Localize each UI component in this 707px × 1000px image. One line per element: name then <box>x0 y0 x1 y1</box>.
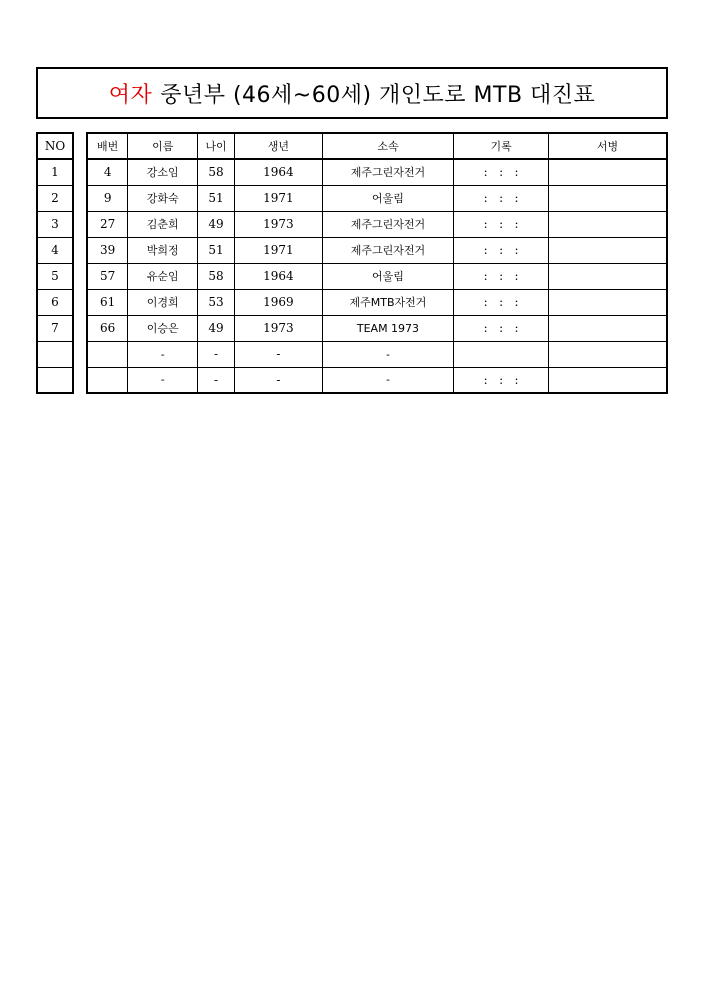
cell-bib: 9 <box>87 185 128 211</box>
title-highlight: 여자 <box>108 82 153 108</box>
cell-name: 이경희 <box>128 289 198 315</box>
cell-name: - <box>128 367 198 393</box>
cell-record: : : : <box>454 367 549 393</box>
header-birth-year: 생년 <box>234 133 322 159</box>
cell-signature <box>548 263 667 289</box>
cell-team: 제주그린자전거 <box>322 159 454 185</box>
cell-birth-year: 1973 <box>234 315 322 341</box>
cell-age: 58 <box>198 159 235 185</box>
table-row <box>87 237 667 263</box>
cell-birth-year: 1964 <box>234 263 322 289</box>
table-row <box>37 211 73 237</box>
cell-team: 제주MTB자전거 <box>322 289 454 315</box>
cell-no: 1 <box>37 159 73 185</box>
table-header-row <box>87 133 667 159</box>
cell-no <box>37 367 73 393</box>
cell-record: : : : <box>454 159 549 185</box>
table-row <box>37 263 73 289</box>
table-row <box>37 315 73 341</box>
table-row <box>87 159 667 185</box>
cell-bib <box>87 341 128 367</box>
table-row <box>37 341 73 367</box>
cell-signature <box>548 185 667 211</box>
cell-bib: 39 <box>87 237 128 263</box>
cell-signature <box>548 237 667 263</box>
cell-record <box>454 341 549 367</box>
table-row <box>87 341 667 367</box>
table-row <box>37 367 73 393</box>
table-row <box>87 185 667 211</box>
cell-no <box>37 341 73 367</box>
cell-bib: 57 <box>87 263 128 289</box>
table-row <box>87 315 667 341</box>
page-title <box>36 67 668 119</box>
cell-age: 49 <box>198 315 235 341</box>
table-row <box>87 211 667 237</box>
header-name: 이름 <box>128 133 198 159</box>
cell-signature <box>548 315 667 341</box>
cell-record: : : : <box>454 237 549 263</box>
table-row <box>37 289 73 315</box>
cell-birth-year: 1964 <box>234 159 322 185</box>
cell-team: 어울림 <box>322 263 454 289</box>
cell-birth-year: - <box>234 367 322 393</box>
cell-no: 6 <box>37 289 73 315</box>
cell-signature <box>548 211 667 237</box>
cell-bib: 66 <box>87 315 128 341</box>
table-row <box>87 263 667 289</box>
cell-name: 이승은 <box>128 315 198 341</box>
cell-age: 51 <box>198 185 235 211</box>
cell-no: 3 <box>37 211 73 237</box>
cell-bib: 4 <box>87 159 128 185</box>
cell-name: - <box>128 341 198 367</box>
cell-birth-year: 1971 <box>234 237 322 263</box>
cell-name: 강화숙 <box>128 185 198 211</box>
cell-birth-year: 1969 <box>234 289 322 315</box>
cell-birth-year: 1973 <box>234 211 322 237</box>
cell-age: 51 <box>198 237 235 263</box>
cell-record: : : : <box>454 289 549 315</box>
cell-age: - <box>198 341 235 367</box>
table-row <box>37 237 73 263</box>
cell-name: 유순임 <box>128 263 198 289</box>
cell-no: 4 <box>37 237 73 263</box>
table-row <box>37 159 73 185</box>
cell-signature <box>548 367 667 393</box>
cell-bib: 61 <box>87 289 128 315</box>
cell-age: - <box>198 367 235 393</box>
cell-team: - <box>322 341 454 367</box>
cell-team: TEAM 1973 <box>322 315 454 341</box>
cell-signature <box>548 289 667 315</box>
cell-birth-year: - <box>234 341 322 367</box>
header-bib: 배번 <box>87 133 128 159</box>
title-main: 중년부 (46세~60세) 개인도로 MTB 대진표 <box>160 82 596 108</box>
table-row <box>87 289 667 315</box>
cell-age: 58 <box>198 263 235 289</box>
header-age: 나이 <box>198 133 235 159</box>
cell-signature <box>548 341 667 367</box>
cell-no: 2 <box>37 185 73 211</box>
cell-team: 어울림 <box>322 185 454 211</box>
cell-record: : : : <box>454 185 549 211</box>
cell-name: 김춘희 <box>128 211 198 237</box>
cell-no: 7 <box>37 315 73 341</box>
cell-age: 49 <box>198 211 235 237</box>
header-signature: 서병 <box>548 133 667 159</box>
cell-signature <box>548 159 667 185</box>
cell-team: 제주그린자전거 <box>322 211 454 237</box>
table-row <box>87 367 667 393</box>
bracket-table <box>86 132 668 394</box>
header-team: 소속 <box>322 133 454 159</box>
number-column-table <box>36 132 74 394</box>
cell-no: 5 <box>37 263 73 289</box>
cell-team: 제주그린자전거 <box>322 237 454 263</box>
cell-age: 53 <box>198 289 235 315</box>
header-record: 기록 <box>454 133 549 159</box>
cell-record: : : : <box>454 211 549 237</box>
cell-bib <box>87 367 128 393</box>
cell-team: - <box>322 367 454 393</box>
cell-name: 강소임 <box>128 159 198 185</box>
table-row <box>37 185 73 211</box>
cell-birth-year: 1971 <box>234 185 322 211</box>
cell-record: : : : <box>454 315 549 341</box>
cell-bib: 27 <box>87 211 128 237</box>
no-header: NO <box>37 133 73 159</box>
cell-name: 박희정 <box>128 237 198 263</box>
cell-record: : : : <box>454 263 549 289</box>
